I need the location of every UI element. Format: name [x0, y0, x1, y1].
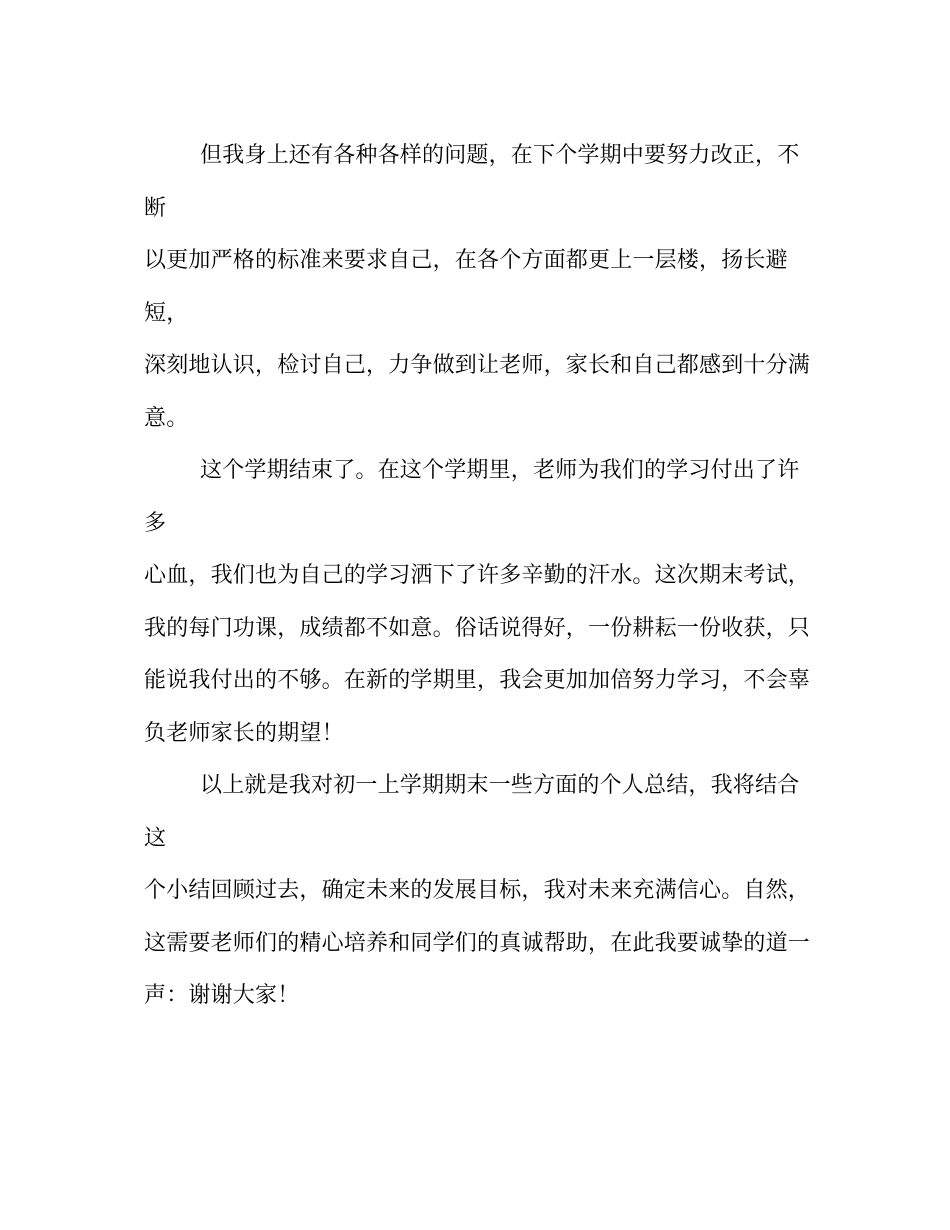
paragraph-3: 以上就是我对初一上学期期末一些方面的个人总结，我将结合这 个小结回顾过去，确定未来的发展目标，我对未来充满信心。自然， 这需要老师们的精心培养和同学们的真诚帮助，在此我要诚挚的道一 声：谢谢大家！ — [144, 773, 811, 1008]
document-body — [144, 130, 812, 1023]
paragraph-2: 这个学期结束了。在这个学期里，老师为我们的学习付出了许多 心血，我们也为自己的学习洒下了许多辛勤的汗水。这次期末考试， 我的每门功课，成绩都不如意。俗话说得好，一份耕耘一份收获，只 能说我付出的不够。在新的学期里，我会更加加倍努力学习，不会辜 负老师家长的期望！ — [144, 458, 811, 746]
paragraph-1: 但我身上还有各种各样的问题，在下个学期中要努力改正，不断 以更加严格的标准来要求自己，在各个方面都更上一层楼，扬长避短， 深刻地认识，检讨自己，力争做到让老师，家长和自己都感到十分满 意。 — [144, 143, 811, 431]
